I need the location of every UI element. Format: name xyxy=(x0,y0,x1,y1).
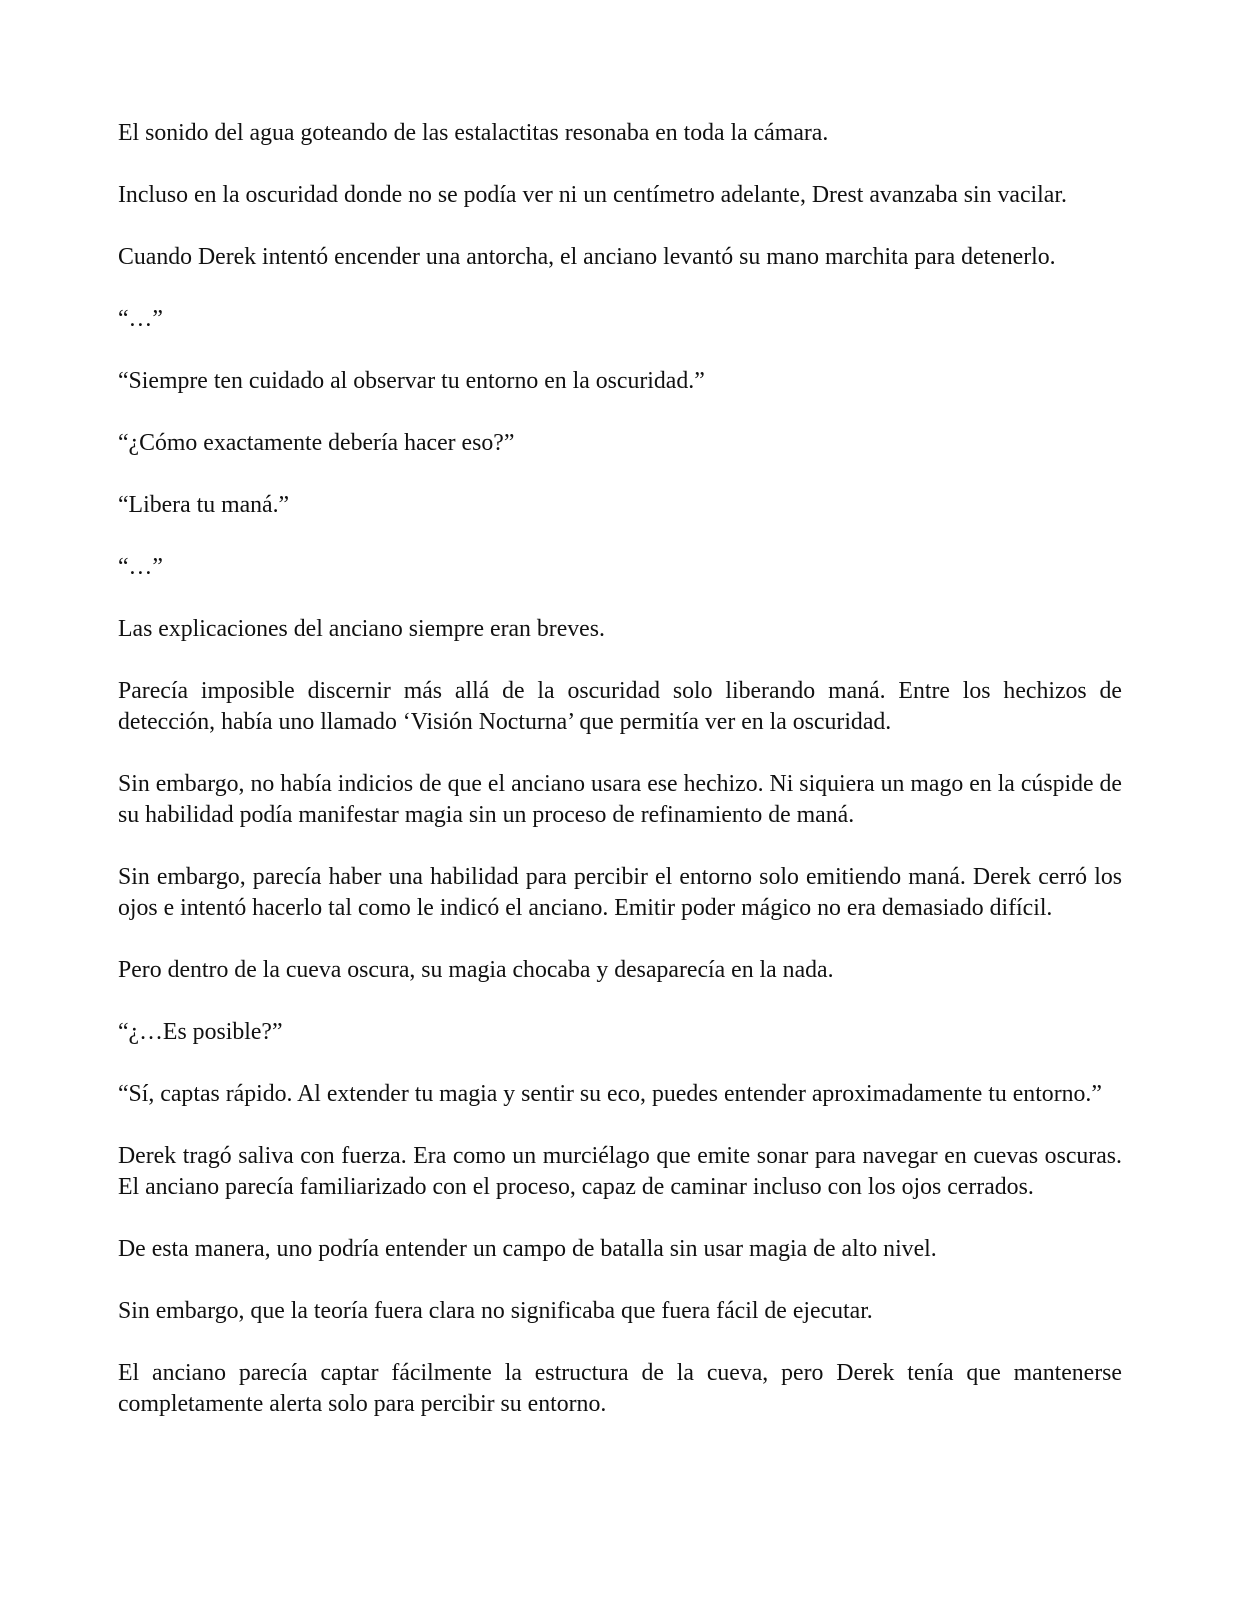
paragraph-13: Pero dentro de la cueva oscura, su magia chocaba y desaparecía en la nada. xyxy=(118,957,834,983)
paragraph-6: “¿Cómo exactamente debería hacer eso?” xyxy=(118,430,515,456)
paragraph-15: “Sí, captas rápido. Al extender tu magia y sentir su eco, puedes entender aproximadamente tu entorno.” xyxy=(118,1081,1102,1107)
paragraph-7: “Libera tu maná.” xyxy=(118,492,290,518)
paragraph-11: Sin embargo, no había indicios de que el anciano usara ese hechizo. Ni siquiera un mago en la cúspide de su habilidad podía manifestar magia sin un proceso de refinamiento de maná. xyxy=(118,771,1122,828)
paragraph-18: Sin embargo, que la teoría fuera clara no significaba que fuera fácil de ejecutar. xyxy=(118,1298,873,1324)
paragraph-10: Parecía imposible discernir más allá de la oscuridad solo liberando maná. Entre los hechizos de detección, había uno llamado ‘Visión Nocturna’ que permitía ver en la oscuridad. xyxy=(118,678,1122,735)
paragraph-9: Las explicaciones del anciano siempre eran breves. xyxy=(118,616,605,642)
paragraph-14: “¿…Es posible?” xyxy=(118,1019,283,1045)
paragraph-2: Incluso en la oscuridad donde no se podía ver ni un centímetro adelante, Drest avanzaba sin vacilar. xyxy=(118,182,1067,208)
paragraph-8: “…” xyxy=(118,554,163,580)
paragraph-5: “Siempre ten cuidado al observar tu entorno en la oscuridad.” xyxy=(118,368,705,394)
paragraph-16: Derek tragó saliva con fuerza. Era como un murciélago que emite sonar para navegar en cuevas oscuras. El anciano parecía familiarizado con el proceso, capaz de caminar incluso con los ojos cerrados. xyxy=(118,1143,1122,1200)
paragraph-1: El sonido del agua goteando de las estalactitas resonaba en toda la cámara. xyxy=(118,120,829,146)
document-page xyxy=(118,118,1122,1598)
paragraph-4: “…” xyxy=(118,306,163,332)
paragraph-12: Sin embargo, parecía haber una habilidad para percibir el entorno solo emitiendo maná. Derek cerró los ojos e intentó hacerlo tal como le indicó el anciano. Emitir poder mágico no era demasiado difícil. xyxy=(118,864,1122,921)
paragraph-3: Cuando Derek intentó encender una antorcha, el anciano levantó su mano marchita para detenerlo. xyxy=(118,244,1056,270)
paragraph-17: De esta manera, uno podría entender un campo de batalla sin usar magia de alto nivel. xyxy=(118,1236,937,1262)
paragraph-19: El anciano parecía captar fácilmente la estructura de la cueva, pero Derek tenía que mantenerse completamente alerta solo para percibir su entorno. xyxy=(118,1360,1122,1417)
